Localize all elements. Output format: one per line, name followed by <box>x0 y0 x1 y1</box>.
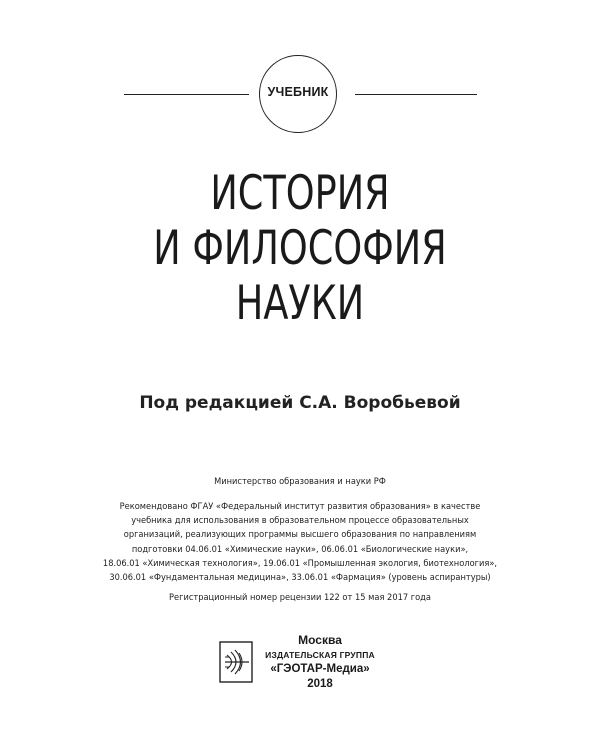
publisher-group: ИЗДАТЕЛЬСКАЯ ГРУППА <box>265 650 375 660</box>
recommendation-line: подготовки 04.06.01 «Химические науки», 06.06.01 «Биологические науки», <box>131 544 469 555</box>
publisher-city: Москва <box>298 633 342 647</box>
recommendation-line: 30.06.01 «Фундаментальная медицина», 33.06.01 «Фармация» (уровень аспирантуры) <box>109 573 491 584</box>
title-line-3: НАУКИ <box>235 276 365 331</box>
recommendation-line: Рекомендовано ФГАУ «Федеральный институт развития образования» в качестве <box>119 502 481 512</box>
publication-year: 2018 <box>307 678 333 690</box>
ministry-text: Министерство образования и науки РФ <box>214 477 386 487</box>
publisher-name: «ГЭОТАР-Медиа» <box>270 663 370 675</box>
title-line-1: ИСТОРИЯ <box>210 166 390 221</box>
recommendation-line: учебника для использования в образовательном процессе образовательных <box>131 516 469 527</box>
recommendation-line: 18.06.01 «Химическая технология», 19.06.01 «Промышленная экология, биотехнология», <box>102 558 498 569</box>
publisher-block <box>252 633 388 692</box>
badge-label: УЧЕБНИК <box>267 85 329 99</box>
geotar-logo-icon <box>219 641 253 683</box>
header-rule-left <box>124 94 249 95</box>
badge-circle <box>259 55 337 133</box>
title-line-2: И ФИЛОСОФИЯ <box>153 221 447 276</box>
book-title <box>66 166 534 331</box>
registration-text: Регистрационный номер рецензии 122 от 15 мая 2017 года <box>169 593 431 603</box>
recommendation-text <box>24 500 576 585</box>
header-rule-right <box>355 94 477 95</box>
editor-credit: Под редакцией С.А. Воробьевой <box>139 393 461 413</box>
recommendation-line: организаций, реализующих программы высшего образования по направлениям <box>123 530 477 541</box>
